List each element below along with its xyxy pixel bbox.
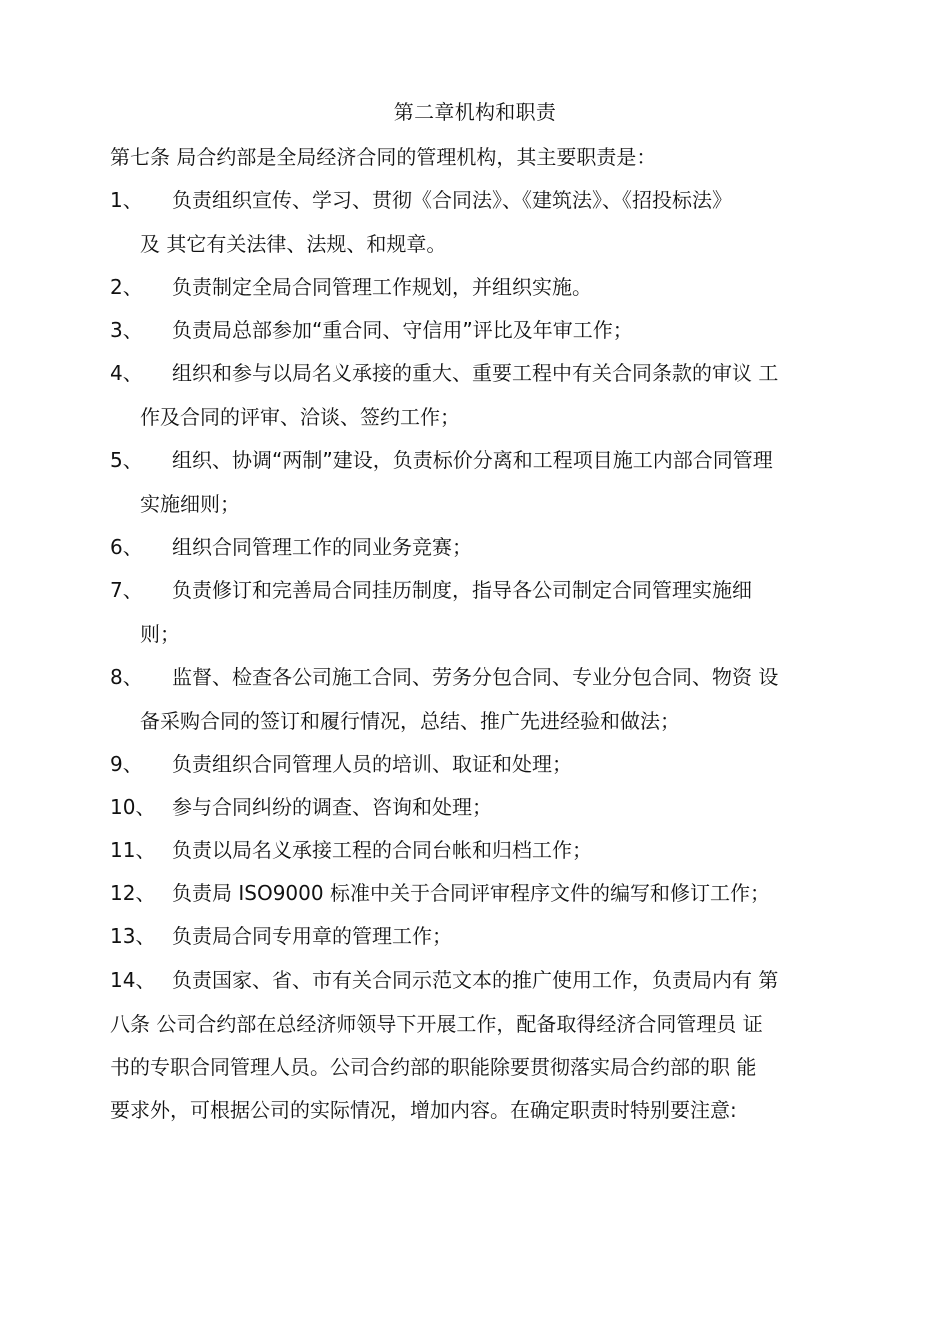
- list-item-text-cont: 及 其它有关法律、法规、和规章。: [140, 232, 447, 256]
- list-item-number: 7、: [110, 578, 143, 602]
- list-item-text: 负责国家、省、市有关合同示范文本的推广使用工作，负责局内有 第: [172, 968, 779, 992]
- list-item-text: 负责局 ISO9000 标准中关于合同评审程序文件的编写和修订工作；: [172, 881, 770, 905]
- list-item-text: 组织和参与以局名义承接的重大、重要工程中有关合同条款的审议 工: [172, 361, 779, 385]
- list-item-text-cont: 作及合同的评审、洽谈、签约工作；: [140, 405, 460, 429]
- list-item-text-cont: 则；: [140, 622, 180, 646]
- list-item-number: 10、: [110, 795, 156, 819]
- list-item-text: 负责制定全局合同管理工作规划，并组织实施。: [172, 275, 592, 299]
- list-item-number: 13、: [110, 924, 156, 948]
- list-item-text: 负责局合同专用章的管理工作；: [172, 924, 452, 948]
- list-item-text: 负责以局名义承接工程的合同台帐和归档工作；: [172, 838, 592, 862]
- list-item-text: 负责组织宣传、学习、贯彻《合同法》、《建筑法》、《招投标法》: [172, 188, 732, 212]
- article-8-line-3: 要求外，可根据公司的实际情况，增加内容。在确定职责时特别要注意:: [110, 1098, 737, 1122]
- list-item-text: 组织、协调“两制”建设，负责标价分离和工程项目施工内部合同管理: [172, 448, 773, 472]
- article-8-line-2: 书的专职合同管理人员。公司合约部的职能除要贯彻落实局合约部的职 能: [110, 1055, 757, 1079]
- list-item-number: 6、: [110, 535, 143, 559]
- list-item-text: 监督、检查各公司施工合同、劳务分包合同、专业分包合同、物资 设: [172, 665, 779, 689]
- list-item-number: 1、: [110, 188, 143, 212]
- list-item-number: 9、: [110, 752, 143, 776]
- list-item-text: 负责修订和完善局合同挂历制度，指导各公司制定合同管理实施细: [172, 578, 752, 602]
- list-item-text-cont: 实施细则；: [140, 492, 240, 516]
- article-7-intro: 第七条 局合约部是全局经济合同的管理机构，其主要职责是：: [110, 145, 657, 169]
- list-item-number: 4、: [110, 361, 143, 385]
- list-item-number: 8、: [110, 665, 143, 689]
- article-8-line-1: 八条 公司合约部在总经济师领导下开展工作，配备取得经济合同管理员 证: [110, 1012, 763, 1036]
- list-item-number: 2、: [110, 275, 143, 299]
- list-item-text: 组织合同管理工作的同业务竞赛；: [172, 535, 472, 559]
- list-item-number: 11、: [110, 838, 156, 862]
- list-item-text: 负责组织合同管理人员的培训、取证和处理；: [172, 752, 572, 776]
- list-item-text-cont: 备采购合同的签订和履行情况，总结、推广先进经验和做法；: [140, 709, 680, 733]
- list-item-number: 12、: [110, 881, 156, 905]
- list-item-text: 负责局总部参加“重合同、守信用”评比及年审工作；: [172, 318, 633, 342]
- list-item-number: 3、: [110, 318, 143, 342]
- chapter-title: 第二章机构和职责: [393, 100, 557, 124]
- list-item-number: 14、: [110, 968, 156, 992]
- list-item-number: 5、: [110, 448, 143, 472]
- list-item-text: 参与合同纠纷的调查、咨询和处理；: [172, 795, 492, 819]
